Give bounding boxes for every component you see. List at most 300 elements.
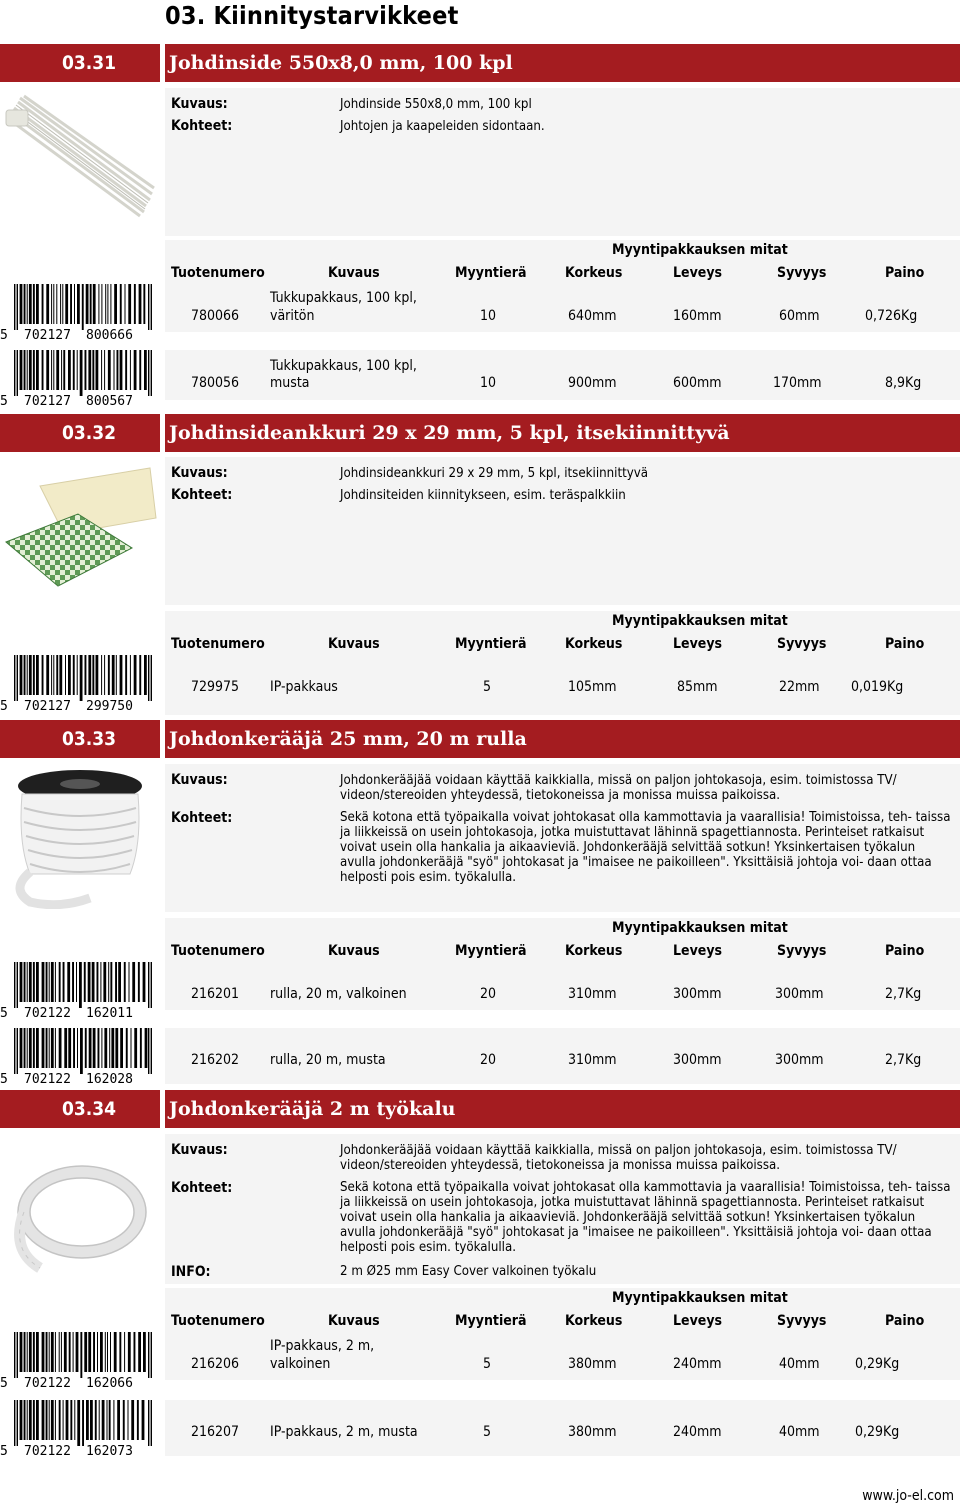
section-number: 03.32: [0, 414, 160, 452]
barcode-bar: [124, 962, 126, 1002]
barcode-bar: [116, 655, 117, 695]
barcode-bar: [24, 284, 26, 324]
barcode-bar: [123, 1400, 125, 1440]
barcode-bar: [59, 1028, 62, 1068]
section-header-0332: [0, 414, 960, 452]
barcode-bar: [51, 1400, 54, 1440]
barcode: [0, 655, 158, 715]
barcode-bar: [134, 284, 136, 324]
barcode-bar: [151, 1028, 152, 1074]
barcode-bar: [105, 1332, 106, 1372]
cell-myyntiera: 20: [480, 1052, 497, 1068]
col-kuvaus: Kuvaus: [328, 1313, 380, 1329]
barcode-bar: [27, 1332, 28, 1372]
cell-paino: 8,9Kg: [885, 375, 922, 391]
table-row: [165, 655, 960, 715]
barcode-bar: [143, 1332, 146, 1372]
barcode-bar: [80, 1332, 82, 1378]
barcode-bar: [51, 350, 52, 390]
table-header: [165, 240, 960, 284]
barcode-bar: [93, 1332, 95, 1372]
barcode-bar: [14, 1400, 15, 1446]
cell-leveys: 600mm: [673, 375, 722, 391]
barcode-bar: [148, 962, 149, 1008]
cell-code: 780056: [191, 375, 240, 391]
kohteet-text: Sekä kotona että työpaikalla voivat johtokasat olla kammottavia ja vaarallisia! Toimistoissa, teh- taissa ja liikkeissä on usein johtokasoja, jotka muistuttavat lähinnä spagettiannosta. Perinteiset ratkaisut voivat usein olla hankalia ja aikaavieviä. Johdonkerääjä selvittää sotkun! Yksinkertaisen työkalun avulla johdonkerääjä "syö" johtokasat ja "imaisee ne paikoilleen". Yksittäisiä johtoja voi- daan ottaa helposti pois esim. työkalulla.: [340, 810, 951, 885]
cell-kuvaus-1: IP-pakkaus, 2 m,: [270, 1338, 375, 1354]
barcode-bar: [20, 1400, 23, 1440]
barcode-bar: [33, 350, 35, 390]
barcode-bar: [42, 1028, 45, 1068]
barcode-bar: [51, 655, 52, 695]
barcode-bar: [46, 1332, 48, 1372]
cell-syvyys: 60mm: [779, 308, 820, 324]
barcode-bar: [63, 350, 65, 390]
barcode-bar: [73, 1028, 75, 1068]
table-row: [165, 1028, 960, 1084]
barcode-bar: [33, 1400, 35, 1440]
barcode-bar: [63, 962, 65, 1002]
section-number: 03.31: [0, 44, 160, 82]
cell-kuvaus-1: Tukkupakkaus, 100 kpl,: [270, 290, 417, 306]
table-row: [165, 962, 960, 1028]
col-leveys: Leveys: [673, 1313, 723, 1329]
barcode: [0, 1400, 158, 1460]
barcode-bar: [148, 284, 149, 330]
barcode-bar: [104, 350, 105, 390]
barcode-bar: [96, 350, 99, 390]
cell-paino: 0,726Kg: [865, 308, 918, 324]
barcode-bar: [51, 962, 54, 1002]
cell-kuvaus-1: rulla, 20 m, musta: [270, 1052, 386, 1068]
col-syvyys: Syvyys: [777, 1313, 827, 1329]
barcode-right: 162028: [86, 1072, 133, 1087]
barcode-bar: [98, 284, 99, 324]
barcode-bar: [24, 962, 26, 1002]
barcode-bar: [36, 1028, 39, 1068]
cell-code: 216206: [191, 1356, 240, 1372]
cell-code: 780066: [191, 308, 240, 324]
kuvaus-label: Kuvaus:: [171, 1142, 228, 1158]
barcode-bar: [36, 1332, 39, 1372]
barcode-bar: [134, 350, 137, 390]
cell-kuvaus-2: valkoinen: [270, 1356, 331, 1372]
barcode-bar: [107, 284, 108, 324]
barcode-bar: [24, 1028, 26, 1068]
barcode-bar: [65, 284, 68, 324]
barcode-bar: [77, 284, 80, 324]
barcode-right: 800567: [86, 394, 133, 409]
barcode-bar: [138, 962, 140, 1002]
table-header: [165, 611, 960, 655]
barcode-bar: [148, 1400, 149, 1446]
barcode-bar: [24, 655, 26, 695]
barcode-bar: [59, 962, 61, 1002]
barcode-bar: [80, 1028, 83, 1074]
barcode-bar: [131, 1400, 134, 1440]
barcode-bar: [100, 1332, 103, 1372]
barcode-bar: [92, 655, 94, 695]
barcode-bar: [33, 655, 35, 695]
barcode-bar: [139, 284, 142, 324]
cell-myyntiera: 20: [480, 986, 497, 1002]
barcode-bar: [113, 1400, 114, 1440]
barcode-bar: [96, 655, 99, 695]
description-block: [165, 88, 960, 236]
barcode-bar: [36, 962, 39, 1002]
table-header: [165, 918, 960, 962]
barcode-bar: [126, 1028, 128, 1068]
barcode-bar: [17, 1028, 18, 1074]
barcode-bar: [53, 284, 54, 324]
barcode-bar: [33, 1028, 35, 1068]
col-syvyys: Syvyys: [777, 265, 827, 281]
barcode-bar: [84, 1332, 87, 1372]
barcode-bar: [72, 962, 74, 1002]
info-label: INFO:: [171, 1264, 211, 1280]
barcode-bar: [29, 1028, 32, 1068]
barcode-bars: [14, 350, 152, 396]
barcode-bar: [17, 1332, 18, 1378]
barcode-bar: [90, 284, 92, 324]
barcode-bar: [120, 655, 123, 695]
barcode-bar: [76, 1332, 79, 1372]
kuvaus-label: Kuvaus:: [171, 96, 228, 112]
cell-syvyys: 300mm: [775, 986, 824, 1002]
col-syvyys: Syvyys: [777, 943, 827, 959]
cell-korkeus: 900mm: [568, 375, 617, 391]
barcode-bar: [66, 1400, 69, 1440]
barcode-bar: [128, 284, 131, 324]
kuvaus-text: Johdinsideankkuri 29 x 29 mm, 5 kpl, itsekiinnittyvä: [340, 466, 649, 481]
barcode-bar: [134, 655, 137, 695]
adhesive-anchor-image: [0, 460, 160, 600]
barcode-bar: [29, 655, 32, 695]
cell-paino: 2,7Kg: [885, 986, 922, 1002]
barcode-bar: [27, 350, 28, 390]
barcode-bar: [93, 1028, 96, 1068]
barcode-bar: [46, 962, 48, 1002]
barcode-bar: [114, 1332, 117, 1372]
barcode-bar: [131, 1028, 132, 1068]
barcode-bar: [137, 1400, 139, 1440]
barcode-bar: [68, 350, 71, 390]
barcode-bar: [51, 1028, 54, 1068]
barcode-bar: [88, 655, 91, 695]
barcode-bar: [64, 1332, 67, 1372]
barcode-bar: [97, 1332, 98, 1372]
kuvaus-text: Johdinside 550x8,0 mm, 100 kpl: [340, 97, 532, 112]
cell-syvyys: 22mm: [779, 679, 820, 695]
barcode-bar: [65, 655, 66, 695]
col-paino: Paino: [885, 265, 925, 281]
barcode-bar: [128, 1400, 129, 1440]
barcode-bar: [86, 1400, 89, 1440]
cell-leveys: 240mm: [673, 1424, 722, 1440]
barcode-bar: [114, 284, 117, 324]
barcode-left: 702122: [24, 1072, 71, 1087]
cell-kuvaus-1: rulla, 20 m, valkoinen: [270, 986, 407, 1002]
barcode-bar: [124, 1332, 125, 1372]
barcode-bar: [74, 284, 75, 324]
barcode: [0, 1332, 158, 1392]
barcode-bar: [42, 1400, 45, 1440]
barcode-bar: [73, 350, 75, 390]
barcode-bar: [125, 350, 127, 390]
barcode-bar: [20, 655, 23, 695]
col-korkeus: Korkeus: [565, 943, 623, 959]
barcode-bar: [99, 1400, 100, 1440]
barcode-bar: [59, 1332, 60, 1372]
barcode-bar: [27, 1400, 28, 1440]
barcode-bar: [49, 1400, 50, 1440]
group-header: Myyntipakkauksen mitat: [612, 613, 788, 629]
col-korkeus: Korkeus: [565, 636, 623, 652]
barcode-bar: [42, 655, 44, 695]
barcode-digit: 5: [0, 394, 8, 409]
cell-leveys: 240mm: [673, 1356, 722, 1372]
barcode-bar: [42, 284, 44, 324]
section-header-0334: [0, 1090, 960, 1128]
barcode-bar: [80, 350, 83, 396]
cell-paino: 0,29Kg: [855, 1424, 900, 1440]
cell-paino: 0,29Kg: [855, 1356, 900, 1372]
barcode-bar: [33, 962, 35, 1002]
barcode-bar: [49, 1028, 50, 1068]
barcode-bar: [24, 350, 26, 390]
barcode-bar: [56, 284, 57, 324]
section-title: Johdinside 550x8,0 mm, 100 kpl: [165, 44, 960, 82]
kohteet-text: Sekä kotona että työpaikalla voivat johtokasat olla kammottavia ja vaarallisia! Toimistoissa, teh- taissa ja liikkeissä on usein johtokasoja, jotka muistuttavat lähinnä spagettiannosta. Perinteiset ratkaisut voivat usein olla hankalia ja aikaavieviä. Johdonkerääjä selvittää sotkun! Yksinkertaisen työkalun avulla johdonkerääjä "syö" johtokasat ja "imaisee ne paikoilleen". Yksittäisiä johtoja voi- daan ottaa helposti pois esim. työkalulla.: [340, 1180, 951, 1255]
barcode-bar: [130, 655, 131, 695]
barcode-bar: [98, 1028, 100, 1068]
footer-url: www.jo-el.com: [862, 1488, 954, 1504]
barcode-bar: [14, 350, 15, 396]
col-tuotenumero: Tuotenumero: [171, 1313, 265, 1329]
barcode-bar: [139, 655, 141, 695]
barcode-bar: [132, 962, 135, 1002]
barcode-bar: [104, 1028, 107, 1068]
barcode-bars: [14, 1400, 152, 1446]
barcode-bar: [129, 962, 130, 1002]
barcode-bar: [115, 962, 117, 1002]
barcode-bar: [27, 284, 28, 324]
cell-kuvaus-1: IP-pakkaus: [270, 679, 338, 695]
barcode-bar: [20, 1332, 23, 1372]
cell-leveys: 160mm: [673, 308, 722, 324]
kuvaus-text: Johdonkerääjää voidaan käyttää kaikkialla, missä on paljon johtokasoja, esim. toimistossa TV/ videon/stereoiden yhteydessä, tietokoneissa ja monissa muissa paikoissa.: [340, 1143, 897, 1173]
barcode-bar: [110, 962, 112, 1002]
barcode-bar: [82, 284, 84, 330]
barcode-bar: [27, 655, 28, 695]
col-paino: Paino: [885, 943, 925, 959]
kuvaus-label: Kuvaus:: [171, 465, 228, 481]
barcode-bar: [14, 1332, 15, 1378]
kohteet-text: Johdinsiteiden kiinnitykseen, esim. teräspalkkiin: [340, 488, 626, 503]
barcode-bar: [51, 1332, 54, 1372]
barcode-bar: [145, 1028, 148, 1068]
barcode-bar: [42, 1332, 45, 1372]
barcode-bar: [56, 350, 59, 390]
barcode-bar: [119, 1332, 121, 1372]
barcode-bar: [151, 962, 152, 1008]
barcode-bar: [148, 350, 149, 396]
col-myyntiera: Myyntierä: [455, 943, 527, 959]
barcode-bar: [108, 655, 110, 695]
barcode-bar: [104, 655, 105, 695]
col-myyntiera: Myyntierä: [455, 265, 527, 281]
barcode-bar: [108, 350, 111, 390]
barcode-bar: [117, 1400, 120, 1440]
barcode-bar: [17, 655, 18, 701]
barcode-bar: [27, 1028, 28, 1068]
barcode-bar: [20, 284, 23, 324]
barcode-bar: [17, 284, 18, 330]
barcode-bar: [82, 1400, 84, 1446]
barcode-bar: [27, 962, 28, 1002]
barcode-digit: 5: [0, 328, 8, 343]
table-row: [165, 1332, 960, 1398]
barcode-left: 702122: [24, 1006, 71, 1021]
barcode-bars: [14, 1332, 152, 1378]
cell-kuvaus-2: musta: [270, 375, 310, 391]
barcode-bar: [105, 284, 106, 324]
barcode-bar: [108, 962, 109, 1002]
section-number: 03.33: [0, 720, 160, 758]
barcode-bar: [17, 1400, 18, 1446]
barcode-bar: [42, 350, 44, 390]
barcode-bar: [59, 1400, 61, 1440]
barcode-bar: [125, 655, 127, 695]
barcode-bar: [144, 655, 147, 695]
barcode-bar: [93, 284, 96, 324]
cell-kuvaus-1: Tukkupakkaus, 100 kpl,: [270, 358, 417, 374]
barcode-bar: [97, 962, 99, 1002]
barcode-bar: [143, 284, 145, 324]
barcode-bar: [101, 350, 102, 390]
barcode-bar: [53, 350, 54, 390]
barcode-bar: [29, 350, 32, 390]
barcode-bar: [55, 1028, 56, 1068]
barcode-right: 162066: [86, 1376, 133, 1391]
cable-wrap-roll-image: [0, 764, 160, 909]
barcode-bar: [51, 284, 52, 324]
barcode-bar: [92, 962, 95, 1002]
page-title: 03. Kiinnitystarvikkeet: [165, 1, 459, 30]
cell-myyntiera: 5: [483, 1424, 492, 1440]
barcode-bar: [114, 350, 115, 390]
barcode-bar: [85, 1028, 87, 1068]
barcode-right: 800666: [86, 328, 133, 343]
barcode-bar: [68, 655, 71, 695]
col-tuotenumero: Tuotenumero: [171, 943, 265, 959]
barcode-bar: [142, 1400, 145, 1440]
barcode-bar: [80, 655, 83, 701]
barcode-bar: [46, 350, 49, 390]
col-paino: Paino: [885, 1313, 925, 1329]
barcode-bar: [29, 284, 32, 324]
barcode-bar: [101, 284, 102, 324]
col-leveys: Leveys: [673, 943, 723, 959]
cell-leveys: 85mm: [677, 679, 718, 695]
barcode-bar: [77, 655, 78, 695]
barcode-bar: [120, 284, 122, 324]
col-kuvaus: Kuvaus: [328, 636, 380, 652]
barcode: [0, 284, 158, 344]
barcode-bar: [14, 1028, 15, 1074]
barcode-digit: 5: [0, 699, 8, 714]
barcode-bar: [46, 655, 49, 695]
barcode-bar: [29, 1400, 32, 1440]
cell-kuvaus-1: IP-pakkaus, 2 m, musta: [270, 1424, 418, 1440]
barcode-bar: [130, 350, 131, 390]
barcode-bar: [59, 655, 62, 695]
barcode-bars: [14, 284, 152, 330]
cell-leveys: 300mm: [673, 986, 722, 1002]
cell-korkeus: 380mm: [568, 1356, 617, 1372]
barcode-bar: [90, 1400, 93, 1440]
barcode-bar: [110, 1332, 111, 1372]
barcode-bar: [69, 1332, 71, 1372]
barcode-bar: [148, 1028, 149, 1074]
cell-leveys: 300mm: [673, 1052, 722, 1068]
barcode-bar: [49, 962, 50, 1002]
barcode-bar: [14, 284, 15, 330]
cable-wrap-coil-image: [0, 1150, 160, 1280]
barcode-bar: [86, 284, 89, 324]
barcode-bar: [107, 1400, 108, 1440]
kuvaus-label: Kuvaus:: [171, 772, 228, 788]
kohteet-text: Johtojen ja kaapeleiden sidontaan.: [340, 119, 545, 134]
barcode-bar: [24, 1400, 26, 1440]
barcode-bar: [140, 1028, 142, 1068]
col-korkeus: Korkeus: [565, 265, 623, 281]
barcode-bar: [61, 1332, 62, 1372]
cell-myyntiera: 10: [480, 308, 497, 324]
barcode-bar: [120, 350, 123, 390]
col-leveys: Leveys: [673, 636, 723, 652]
barcode-bar: [88, 350, 91, 390]
col-paino: Paino: [885, 636, 925, 652]
barcode-bar: [63, 1400, 64, 1440]
cell-code: 216201: [191, 986, 240, 1002]
barcode-bar: [151, 1332, 152, 1378]
cell-code: 216207: [191, 1424, 240, 1440]
barcode-bar: [134, 1028, 137, 1068]
cell-myyntiera: 10: [480, 375, 497, 391]
barcode-bar: [56, 655, 58, 695]
barcode-digit: 5: [0, 1006, 8, 1021]
barcode-bar: [89, 1028, 92, 1068]
barcode-bar: [95, 1400, 97, 1440]
barcode-bar: [29, 1332, 32, 1372]
barcode-right: 299750: [86, 699, 133, 714]
cell-korkeus: 310mm: [568, 986, 617, 1002]
barcode-bar: [74, 1400, 75, 1440]
barcode-bar: [148, 1332, 149, 1378]
col-tuotenumero: Tuotenumero: [171, 265, 265, 281]
barcode-bar: [55, 962, 56, 1002]
barcode-bar: [36, 655, 39, 695]
barcode-bar: [85, 350, 87, 390]
info-text: 2 m Ø25 mm Easy Cover valkoinen työkalu: [340, 1264, 597, 1279]
barcode-digit: 5: [0, 1072, 8, 1087]
barcode-bar: [77, 1400, 80, 1446]
barcode-right: 162011: [86, 1006, 133, 1021]
description-block: [165, 764, 960, 912]
cell-paino: 2,7Kg: [885, 1052, 922, 1068]
cell-korkeus: 640mm: [568, 308, 617, 324]
